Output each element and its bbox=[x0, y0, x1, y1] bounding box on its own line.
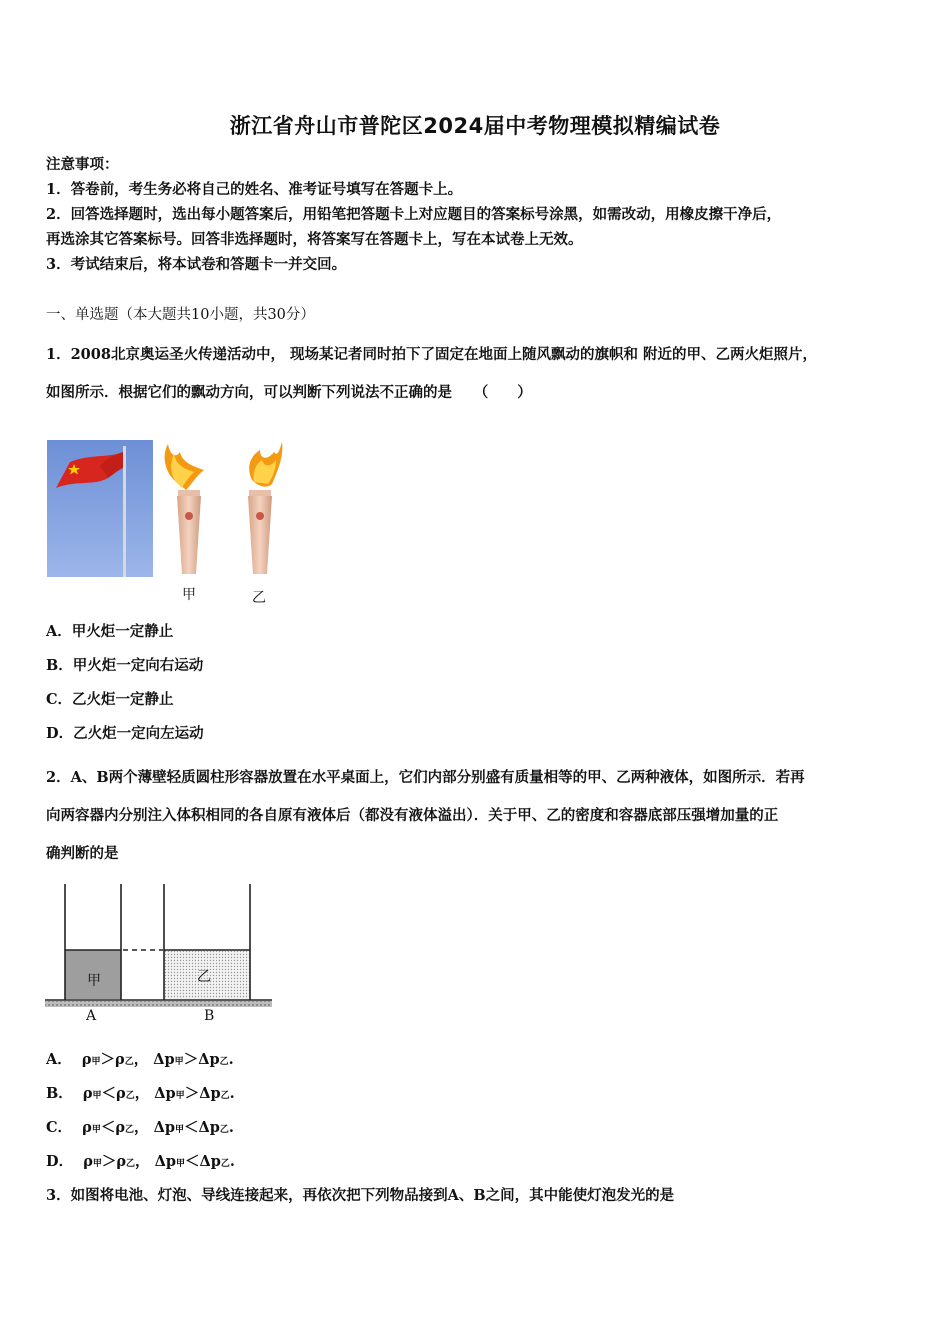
page-title: 浙江省舟山市普陀区2024届中考物理模拟精编试卷 bbox=[229, 114, 721, 138]
torch-yi bbox=[248, 442, 282, 574]
flagpole bbox=[123, 446, 126, 577]
question-2-line: 确判断的是 bbox=[46, 845, 119, 862]
liquid-label-jia: 甲 bbox=[87, 973, 101, 989]
torch-label-jia: 甲 bbox=[182, 587, 196, 603]
torch-label-yi: 乙 bbox=[252, 590, 266, 606]
containers-figure bbox=[44, 884, 276, 1024]
notice-item: 再选涂其它答案标号。回答非选择题时，将答案写在答题卡上，写在本试卷上无效。 bbox=[46, 231, 583, 248]
option-b: B． ρ甲＜ρ乙， Δp甲＞Δp乙. bbox=[46, 1085, 235, 1102]
notice-item: 2．回答选择题时，选出每小题答案后，用铅笔把答题卡上对应题目的答案标号涂黑，如需改动，用橡皮擦干净后， bbox=[46, 206, 782, 223]
question-2-line: 向两容器内分别注入体积相同的各自原有液体后（都没有液体溢出）．关于甲、乙的密度和容器底部压强增加量的正 bbox=[46, 807, 779, 824]
question-1-line: 1．2008北京奥运圣火传递活动中， 现场某记者同时拍下了固定在地面上随风飘动的旗帜和 附近的甲、乙两火炬照片， bbox=[46, 346, 818, 363]
flag-and-torches-figure bbox=[46, 440, 286, 605]
section-heading: 一、单选题（本大题共10小题，共30分） bbox=[46, 307, 315, 323]
torch-jia bbox=[165, 444, 204, 574]
question-1-text bbox=[46, 336, 916, 412]
option-d: D．乙火炬一定向左运动 bbox=[46, 725, 204, 742]
liquid-label-yi: 乙 bbox=[197, 969, 211, 985]
table-surface bbox=[45, 1001, 272, 1007]
container-label-a: A bbox=[86, 1008, 97, 1024]
option-a: A． ρ甲＞ρ乙， Δp甲＞Δp乙. bbox=[46, 1051, 234, 1068]
option-b: B．甲火炬一定向右运动 bbox=[46, 657, 204, 674]
notice-heading: 注意事项： bbox=[46, 156, 119, 173]
question-3-text: 3．如图将电池、灯泡、导线连接起来，再依次把下列物品接到A、B之间，其中能使灯泡发光的是 bbox=[46, 1187, 675, 1204]
option-a: A．甲火炬一定静止 bbox=[46, 623, 174, 640]
notice-item: 1．答卷前，考生务必将自己的姓名、准考证号填写在答题卡上。 bbox=[46, 181, 463, 198]
question-1-line: 如图所示．根据它们的飘动方向，可以判断下列说法不正确的是 （ ） bbox=[46, 384, 532, 401]
notice-item: 3．考试结束后，将本试卷和答题卡一并交回。 bbox=[46, 256, 347, 273]
container-label-b: B bbox=[204, 1008, 215, 1024]
option-c: C．乙火炬一定静止 bbox=[46, 691, 174, 708]
question-2-text bbox=[46, 759, 916, 873]
question-2-line: 2．A、B两个薄壁轻质圆柱形容器放置在水平桌面上，它们内部分别盛有质量相等的甲、乙两种液体，如图所示．若再 bbox=[46, 769, 805, 786]
option-d: D． ρ甲＞ρ乙， Δp甲＜Δp乙. bbox=[46, 1153, 235, 1170]
option-c: C． ρ甲＜ρ乙， Δp甲＜Δp乙. bbox=[46, 1119, 234, 1136]
